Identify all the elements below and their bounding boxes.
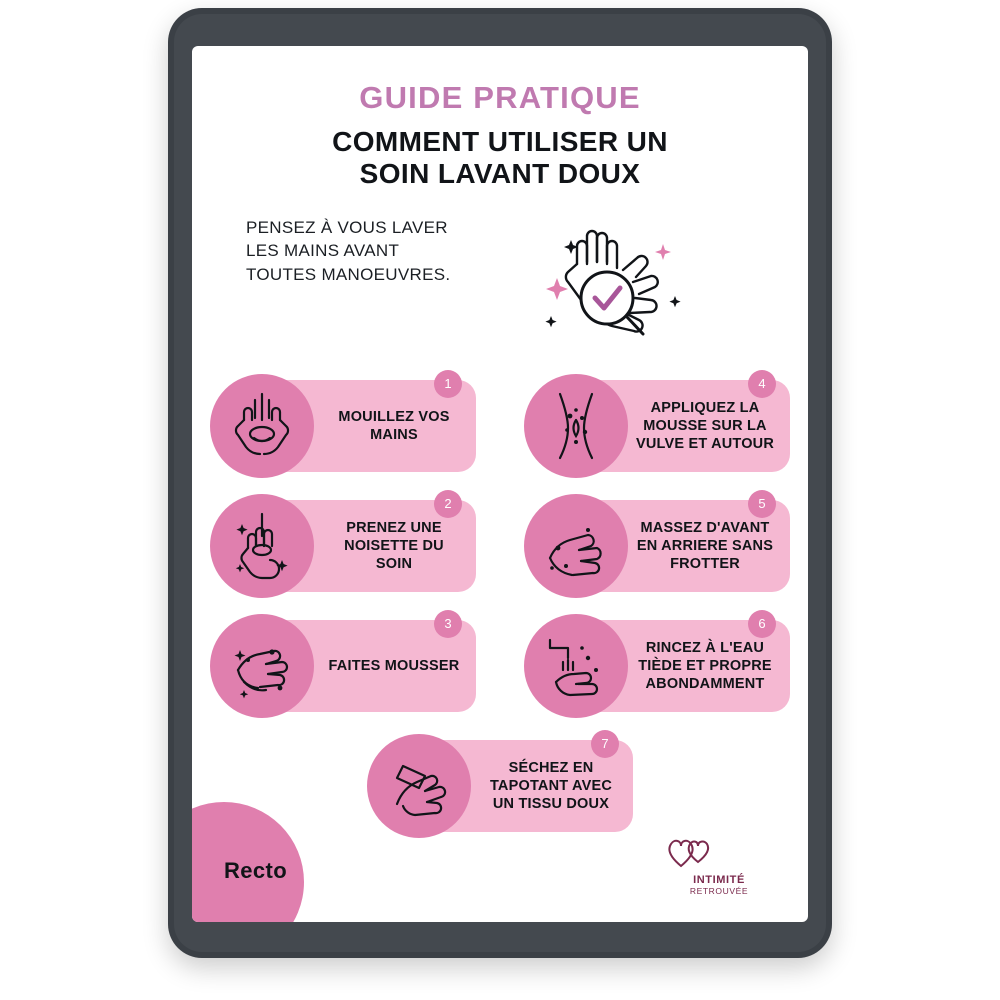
step-label: FAITES MOUSSER xyxy=(328,657,460,674)
step-row xyxy=(210,374,790,478)
steps-grid xyxy=(210,374,790,838)
hands-checkmark-sparkle-icon xyxy=(456,216,764,348)
hand-towel-pat-dry-icon xyxy=(367,734,471,838)
guide-poster xyxy=(192,46,808,922)
hand-massage-icon xyxy=(524,494,628,598)
step-number-badge: 3 xyxy=(434,610,462,638)
step-label: RINCEZ À L'EAU TIÈDE ET PROPRE ABONDAMMENT xyxy=(638,639,772,692)
tablet-device-frame xyxy=(168,8,832,958)
intro-text: PENSEZ À VOUS LAVER LES MAINS AVANT TOUTES MANOEUVRES. xyxy=(246,217,451,284)
step-label: PRENEZ UNE NOISETTE DU SOIN xyxy=(344,519,444,572)
lathering-hands-icon xyxy=(210,614,314,718)
step-number-badge: 7 xyxy=(591,730,619,758)
brand-name: INTIMITÉ xyxy=(693,874,745,886)
vulve-foam-icon xyxy=(524,374,628,478)
step-item-5[interactable] xyxy=(524,494,790,598)
page-face-label: Recto xyxy=(224,858,288,883)
tablet-screen xyxy=(192,46,808,922)
brand-logo xyxy=(664,832,774,896)
step-row xyxy=(210,734,790,838)
title-line-2: SOIN LAVANT DOUX xyxy=(359,157,641,189)
step-number-badge: 5 xyxy=(748,490,776,518)
step-label: MASSEZ D'AVANT EN ARRIERE SANS FROTTER xyxy=(636,519,774,572)
intro-section xyxy=(192,216,808,348)
poster-kicker: GUIDE PRATIQUE xyxy=(359,80,641,115)
step-item-1[interactable] xyxy=(210,374,476,478)
hands-under-water-icon xyxy=(210,374,314,478)
step-label: SÉCHEZ EN TAPOTANT AVEC UN TISSU DOUX xyxy=(489,759,613,812)
step-label: APPLIQUEZ LA MOUSSE SUR LA VULVE ET AUTOUR xyxy=(635,399,775,452)
step-number-badge: 2 xyxy=(434,490,462,518)
step-number-badge: 6 xyxy=(748,610,776,638)
step-row xyxy=(210,494,790,598)
step-item-2[interactable] xyxy=(210,494,476,598)
brand-subtitle: RETROUVÉE xyxy=(689,886,749,896)
step-number-badge: 4 xyxy=(748,370,776,398)
title-line-1: COMMENT UTILISER UN xyxy=(332,126,668,157)
double-heart-icon xyxy=(664,832,716,872)
rinsing-hands-faucet-icon xyxy=(524,614,628,718)
page-title xyxy=(218,126,782,190)
step-item-7[interactable] xyxy=(367,734,633,838)
step-item-4[interactable] xyxy=(524,374,790,478)
hand-pump-dose-icon xyxy=(210,494,314,598)
step-item-3[interactable] xyxy=(210,614,476,718)
step-number-badge: 1 xyxy=(434,370,462,398)
step-item-6[interactable] xyxy=(524,614,790,718)
step-row xyxy=(210,614,790,718)
step-label: MOUILLEZ VOS MAINS xyxy=(338,408,450,443)
